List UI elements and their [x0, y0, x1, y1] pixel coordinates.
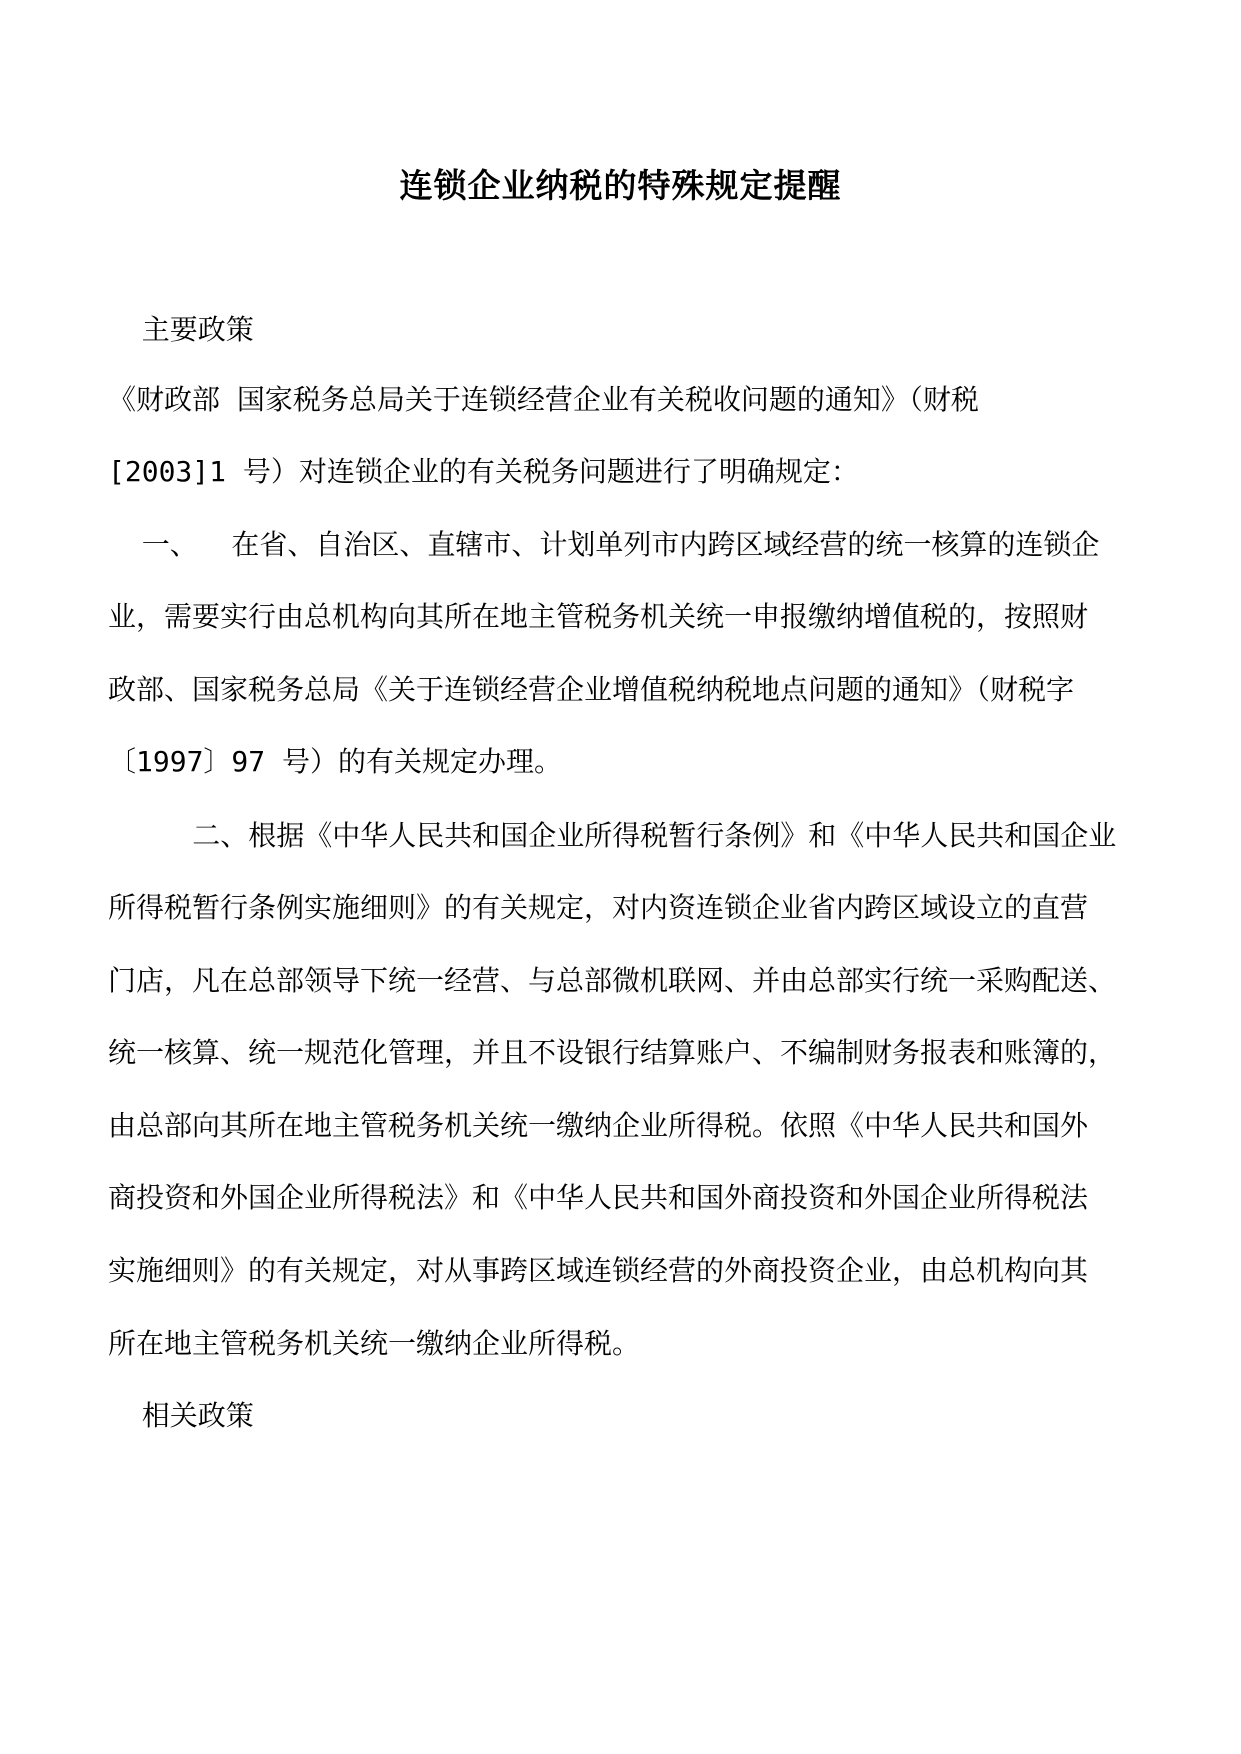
- paragraph-line: 政部、国家税务总局《关于连锁经营企业增值税纳税地点问题的通知》（财税字: [108, 673, 1075, 706]
- paragraph-line: 一、 在省、自治区、直辖市、计划单列市内跨区域经营的统一核算的连锁企: [108, 528, 1100, 561]
- paragraph-line: 所得税暂行条例实施细则》的有关规定，对内资连锁企业省内跨区域设立的直营: [108, 891, 1089, 924]
- section-heading-related-policy: 相关政策: [108, 1399, 254, 1432]
- document-title: 连锁企业纳税的特殊规定提醒: [399, 166, 842, 205]
- paragraph-line: 由总部向其所在地主管税务机关统一缴纳企业所得税。依照《中华人民共和国外: [108, 1109, 1089, 1142]
- paragraph-line: 统一核算、统一规范化管理，并且不设银行结算账户、不编制财务报表和账簿的，: [108, 1036, 1117, 1069]
- paragraph-line: 〔1997〕97 号）的有关规定办理。: [108, 745, 563, 778]
- paragraph-line: 门店，凡在总部领导下统一经营、与总部微机联网、并由总部实行统一采购配送、: [108, 964, 1117, 997]
- paragraph-line: 业，需要实行由总机构向其所在地主管税务机关统一申报缴纳增值税的，按照财: [108, 600, 1089, 633]
- paragraph-line: 商投资和外国企业所得税法》和《中华人民共和国外商投资和外国企业所得税法: [108, 1181, 1089, 1214]
- paragraph-line: 二、根据《中华人民共和国企业所得税暂行条例》和《中华人民共和国企业: [108, 819, 1117, 852]
- section-heading-main-policy: 主要政策: [108, 313, 254, 346]
- paragraph-line: 所在地主管税务机关统一缴纳企业所得税。: [108, 1327, 641, 1360]
- paragraph-line: 《财政部 国家税务总局关于连锁经营企业有关税收问题的通知》（财税: [108, 383, 979, 416]
- paragraph-line: [2003]1 号）对连锁企业的有关税务问题进行了明确规定：: [108, 455, 859, 488]
- paragraph-line: 实施细则》的有关规定，对从事跨区域连锁经营的外商投资企业，由总机构向其: [108, 1254, 1089, 1287]
